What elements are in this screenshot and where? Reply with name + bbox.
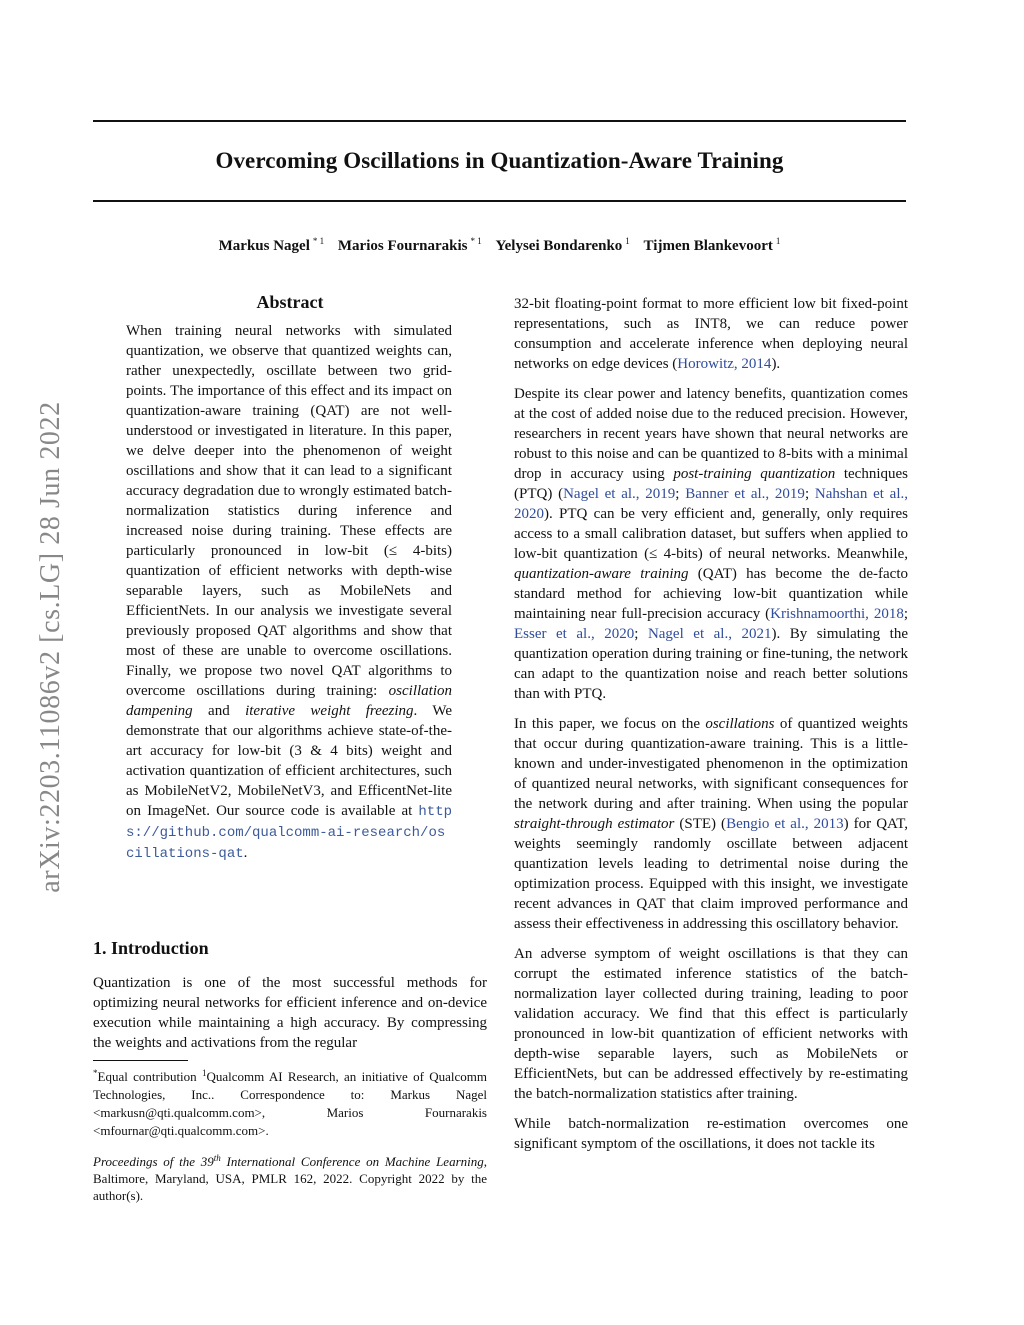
citation-link[interactable]: Banner et al., 2019 [685,486,805,502]
citation-link[interactable]: Krishnamoorthi, 2018 [770,606,904,622]
proceedings-note: Proceedings of the 39th International Conference on Machine Learning, Baltimore, Maryland, USA, PMLR 162, 2022. Copyright 2022 by the author(s). [93,1153,487,1203]
author: Tijmen Blankevoort $^1$ [643,236,781,254]
author: Markus Nagel $^{* 1}$ [218,236,325,254]
citation-link[interactable]: Nagel et al., 2019 [563,486,676,502]
footnote-rule [93,1060,188,1061]
footnote: *Equal contribution $^1$Qualcomm AI Research, an initiative of Qualcomm Technologies, Inc.. Correspondence to: Markus Nagel <markusn@qti.qualcomm.com>, Marios Fournarakis <mfournar@qti.qualcomm.com>. [93,1068,487,1138]
title-top-rule [93,120,906,122]
abstract-heading: Abstract [256,292,324,312]
arxiv-stamp-text: arXiv:2203.11086v2 [cs.LG] 28 Jun 2022 [35,401,66,893]
abstract-body [126,321,452,864]
right-column [514,294,908,1154]
citation-link[interactable]: Nahshan et al., 2020 [514,486,908,522]
paper-title: Overcoming Oscillations in Quantization-Aware Training [215,148,784,173]
citation-link[interactable]: Nagel et al., 2021 [647,626,772,642]
author: Yelysei Bondarenko $^1$ [495,236,630,254]
author: Marios Fournarakis $^{* 1}$ [337,236,482,254]
abstract-paragraph: When training neural networks with simulated quantization, we observe that quantized weights can, rather unexpectedly, oscillate between two grid-points. The importance of this effect and its impact on quantization-aware training (QAT) are not well-understood or investigated in literature. In this paper, we delve deeper into the phenomenon of weight oscillations and show that it can lead to a significant accuracy degradation due to wrongly estimated batch-normalization statistics during inference and increased noise during training. These effects are particularly pronounced in low-bit (≤ 4-bits) quantization of efficient networks with depth-wise separable layers, such as MobileNets and EfficientNets. In our analysis we investigate several previously proposed QAT algorithms and show that most of these are unable to overcome oscillations. Finally, we propose two novel QAT algorithms to overcome oscillations during training: oscillation dampening and iterative weight freezing. We demonstrate that our algorithms achieve state-of-the-art accuracy for low-bit (3 & 4 bits) weight and activation quantization of efficient architectures, such as MobileNetV2, MobileNetV3, and EfficentNet-lite on ImageNet. Our source code is available at https://github.com/qualcomm-ai-research/oscillations-qat. [126,323,453,862]
body-paragraph: Despite its clear power and latency benefits, quantization comes at the cost of added noise due to the reduced precision. However, researchers in recent years have shown that neural networks are robust to this noise and can be quantized to 8-bits with a minimal drop in accuracy using post-training quantization techniques (PTQ) (Nagel et al., 2019; Banner et al., 2019; Nahshan et al., 2020). PTQ can be very efficient and, generally, only requires access to a small calibration dataset, but suffers when applied to low-bit quantization (≤ 4-bits) of neural networks. Meanwhile, quantization-aware training (QAT) has become the de-facto standard method for achieving low-bit quantization while maintaining near full-precision accuracy (Krishnamoorthi, 2018; Esser et al., 2020; Nagel et al., 2021). By simulating the quantization operation during training or fine-tuning, the network can adapt to the quantization noise and reach better solutions than with PTQ. [514,386,908,702]
intro-paragraph: Quantization is one of the most successful methods for optimizing neural networks for efficient inference and on-device execution while maintaining a high accuracy. By compressing the weights and activations from the regular [93,975,487,1051]
body-paragraph: An adverse symptom of weight oscillations is that they can corrupt the estimated inference statistics of the batch-normalization layer collected during training, leading to poor validation accuracy. We find that this effect is particularly pronounced in low-bit quantization of efficient networks with depth-wise separable layers, such as MobileNets or EfficientNets, but can be addressed effectively by re-estimating the batch-normalization statistics after training. [514,946,908,1102]
citation-link[interactable]: Bengio et al., 2013 [726,816,844,832]
body-paragraph: While batch-normalization re-estimation overcomes one significant symptom of the oscillations, it does not tackle its [514,1116,908,1152]
source-code-link[interactable]: https://github.com/qualcomm-ai-research/oscillations-qat [126,804,452,862]
citation-link[interactable]: Esser et al., 2020 [514,626,635,642]
title-bottom-rule [93,200,906,202]
section-heading-introduction: 1. Introduction [93,938,209,958]
author-list [93,236,906,255]
body-paragraph: In this paper, we focus on the oscillations of quantized weights that occur during quantization-aware training. This is a little-known and under-investigated phenomenon in the optimization of quantized neural networks, with significant consequences for the network during and after training. When using the popular straight-through estimator (STE) (Bengio et al., 2013) for QAT, weights seemingly randomly oscillate between adjacent quantization levels leading to detrimental noise during the optimization process. Equipped with this insight, we investigate recent advances in QAT that claim improved performance and assess their effectiveness in addressing this oscillatory behavior. [514,716,909,932]
citation-link[interactable]: Horowitz, 2014 [677,356,772,372]
body-paragraph: 32-bit floating-point format to more efficient low bit fixed-point representations, such as INT8, we can reduce power consumption and accelerate inference when deploying neural networks on edge devices (Horowitz, 2014). [514,296,908,372]
arxiv-stamp [35,401,66,893]
